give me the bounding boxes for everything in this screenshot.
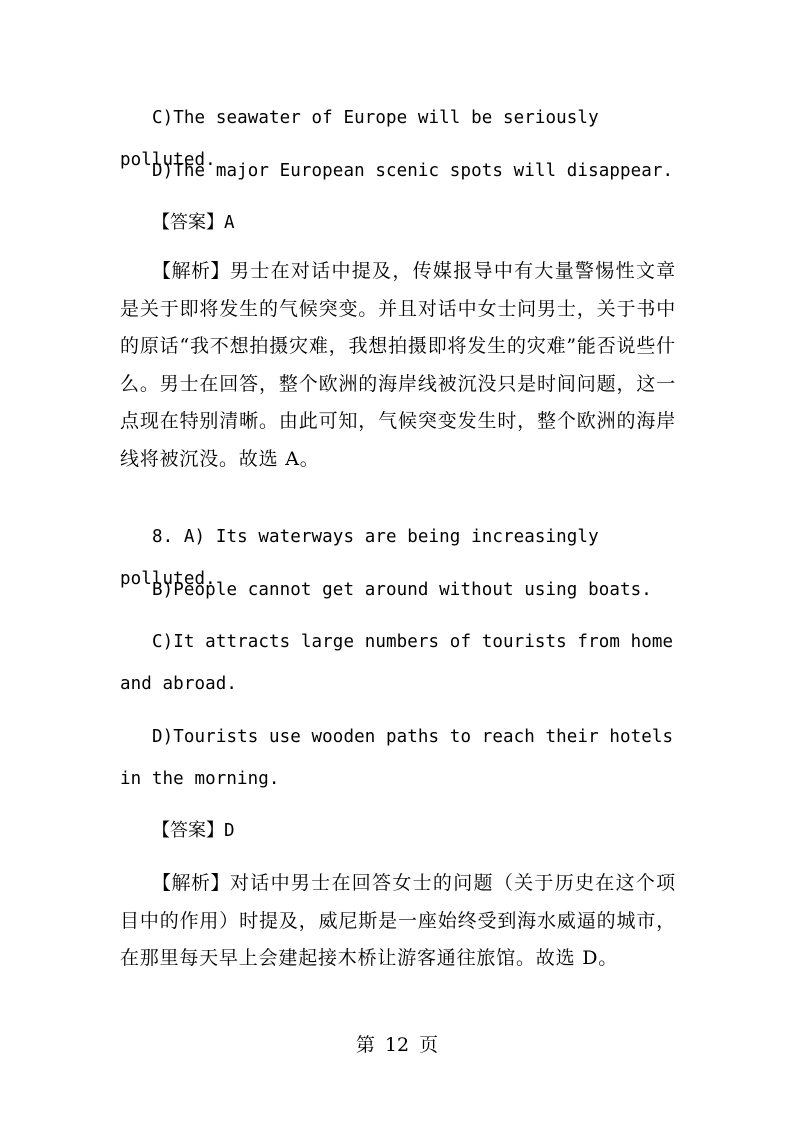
q7-answer bbox=[120, 202, 676, 244]
q8-option-b: B)People cannot get around without using boats. bbox=[152, 580, 652, 600]
answer-label: 【答案】 bbox=[152, 212, 224, 233]
q8-option-d: D)Tourists use wooden paths to reach their hotels in the morning. bbox=[120, 727, 674, 789]
answer-value: A bbox=[224, 213, 235, 233]
answer-label: 【答案】 bbox=[152, 820, 224, 841]
q7-option-c: C)The seawater of Europe will be seriously polluted. bbox=[120, 108, 599, 170]
q8-analysis bbox=[120, 865, 676, 978]
q8-option-c: C)It attracts large numbers of tourists from home and abroad. bbox=[120, 632, 674, 694]
footer-suffix: 页 bbox=[419, 1034, 439, 1056]
analysis-label: 【解析】 bbox=[152, 260, 230, 282]
analysis-text: 男士在对话中提及，传媒报导中有大量警惕性文章是关于即将发生的气候突变。并且对话中女士问男士，关于书中的原话“我不想拍摄灾难，我想拍摄即将发生的灾难”能否说些什么。男士在回答，整个欧洲的海岸线被沉没只是时间问题，这一点现在特别清晰。由此可知，气候突变发生时，整个欧洲的海岸线将被沉没。故选 A。 bbox=[120, 260, 676, 470]
analysis-text: 对话中男士在回答女士的问题（关于历史在这个项目中的作用）时提及，威尼斯是一座始终受到海水威逼的城市，在那里每天早上会建起接木桥让游客通往旅馆。故选 D。 bbox=[120, 872, 676, 969]
page-number: 12 bbox=[384, 1034, 410, 1056]
answer-value: D bbox=[224, 821, 235, 841]
footer-prefix: 第 bbox=[355, 1034, 375, 1056]
analysis-label: 【解析】 bbox=[152, 872, 230, 894]
q8-answer bbox=[120, 810, 676, 852]
q7-analysis bbox=[120, 253, 676, 478]
page-footer bbox=[0, 1030, 794, 1060]
q8-option-a: 8. A) Its waterways are being increasingly polluted. bbox=[120, 527, 599, 589]
q7-option-d: D)The major European scenic spots will disappear. bbox=[152, 161, 674, 181]
